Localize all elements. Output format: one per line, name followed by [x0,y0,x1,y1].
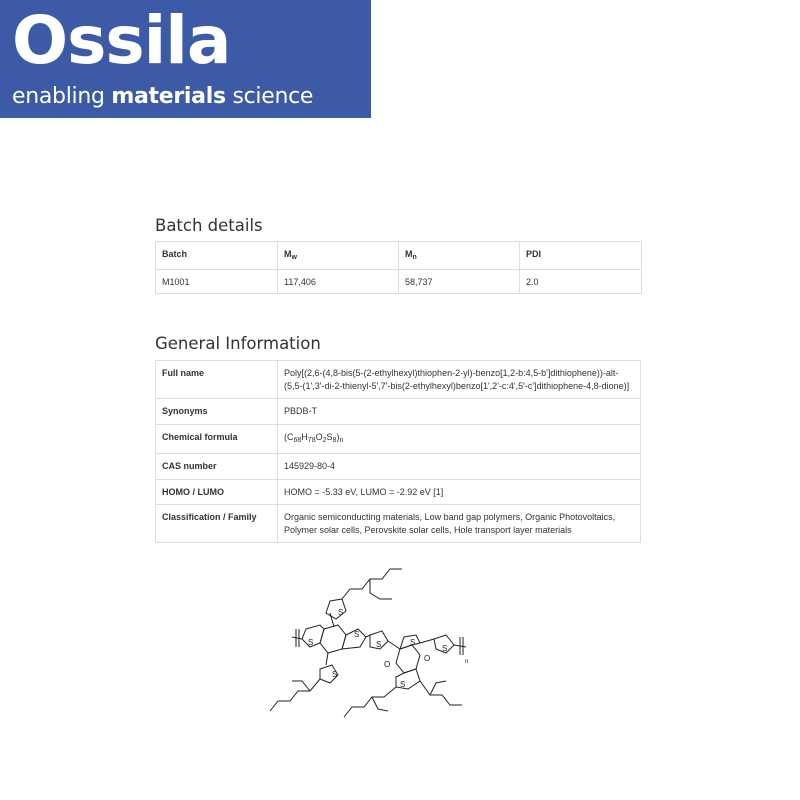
cell-mw: 117,406 [278,270,399,294]
atom-s-label: S [400,680,406,689]
row-full-name [156,361,641,399]
bottom-left-alkyl-chain [270,679,320,711]
atom-o-label: O [384,660,391,669]
bdd-left-alkyl-chain [344,687,396,717]
atom-s-label: S [332,670,338,679]
chemical-structure-diagram [270,565,470,720]
homo-lumo-label: HOMO / LUMO [156,479,278,505]
tagline-bold: materials [111,84,226,109]
synonyms-value: PBDB-T [278,399,641,425]
bdd-right-alkyl-chain [420,681,462,705]
polymer-n-label: n [465,659,469,665]
cas-value: 145929-80-4 [278,454,641,480]
formula-value: $(C_{68}H_{78}O_2S_8)_n$ [278,424,641,454]
general-information-title: General Information [155,334,321,353]
row-cas-number [156,454,641,480]
full-name-value: Poly[(2,6-(4,8-bis(5-(2-ethylhexyl)thiophen-2-yl)-benzo[1,2-b:4,5-b']dithiophene))-alt-(5,5-(1',3'-di-2-thienyl-5',7'-bis(2-ethylhexyl)benzo[1',2'-c:4',5'-c']dithiophene-4,8-dione)] [278,361,641,399]
header-mw: $M_w$ [278,242,399,270]
cell-pdi: 2.0 [520,270,642,294]
classification-value: Organic semiconducting materials, Low band gap polymers, Organic Photovoltaics, Polymer solar cells, Perovskite solar cells, Hole transport layer materials [278,505,641,543]
logo-name: Ossila [12,2,231,79]
ossila-logo[interactable] [0,0,371,118]
batch-details-title: Batch details [155,216,263,235]
logo-tagline [12,86,313,108]
row-chemical-formula [156,424,641,454]
atom-s-label: S [410,638,416,647]
header-mn: $M_n$ [399,242,520,270]
atom-s-label: S [442,644,448,653]
formula-label: Chemical formula [156,424,278,454]
batch-header-row [156,242,642,270]
atom-s-label: S [308,638,314,647]
general-information-table [155,360,641,543]
row-homo-lumo [156,479,641,505]
tagline-start: enabling [12,84,112,109]
cas-label: CAS number [156,454,278,480]
header-batch: Batch [156,242,278,270]
atom-o-label: O [424,654,431,663]
atom-s-label: S [354,630,360,639]
homo-lumo-value: HOMO = -5.33 eV, LUMO = -2.92 eV [1] [278,479,641,505]
atom-s-label: S [338,608,344,617]
tagline-end: science [225,84,314,109]
classification-label: Classification / Family [156,505,278,543]
atom-s-label: S [376,640,382,649]
cell-batch: M1001 [156,270,278,294]
row-classification [156,505,641,543]
row-synonyms [156,399,641,425]
batch-details-table [155,241,642,294]
full-name-label: Full name [156,361,278,399]
synonyms-label: Synonyms [156,399,278,425]
cell-mn: 58,737 [399,270,520,294]
table-row [156,270,642,294]
header-pdi: PDI [520,242,642,270]
